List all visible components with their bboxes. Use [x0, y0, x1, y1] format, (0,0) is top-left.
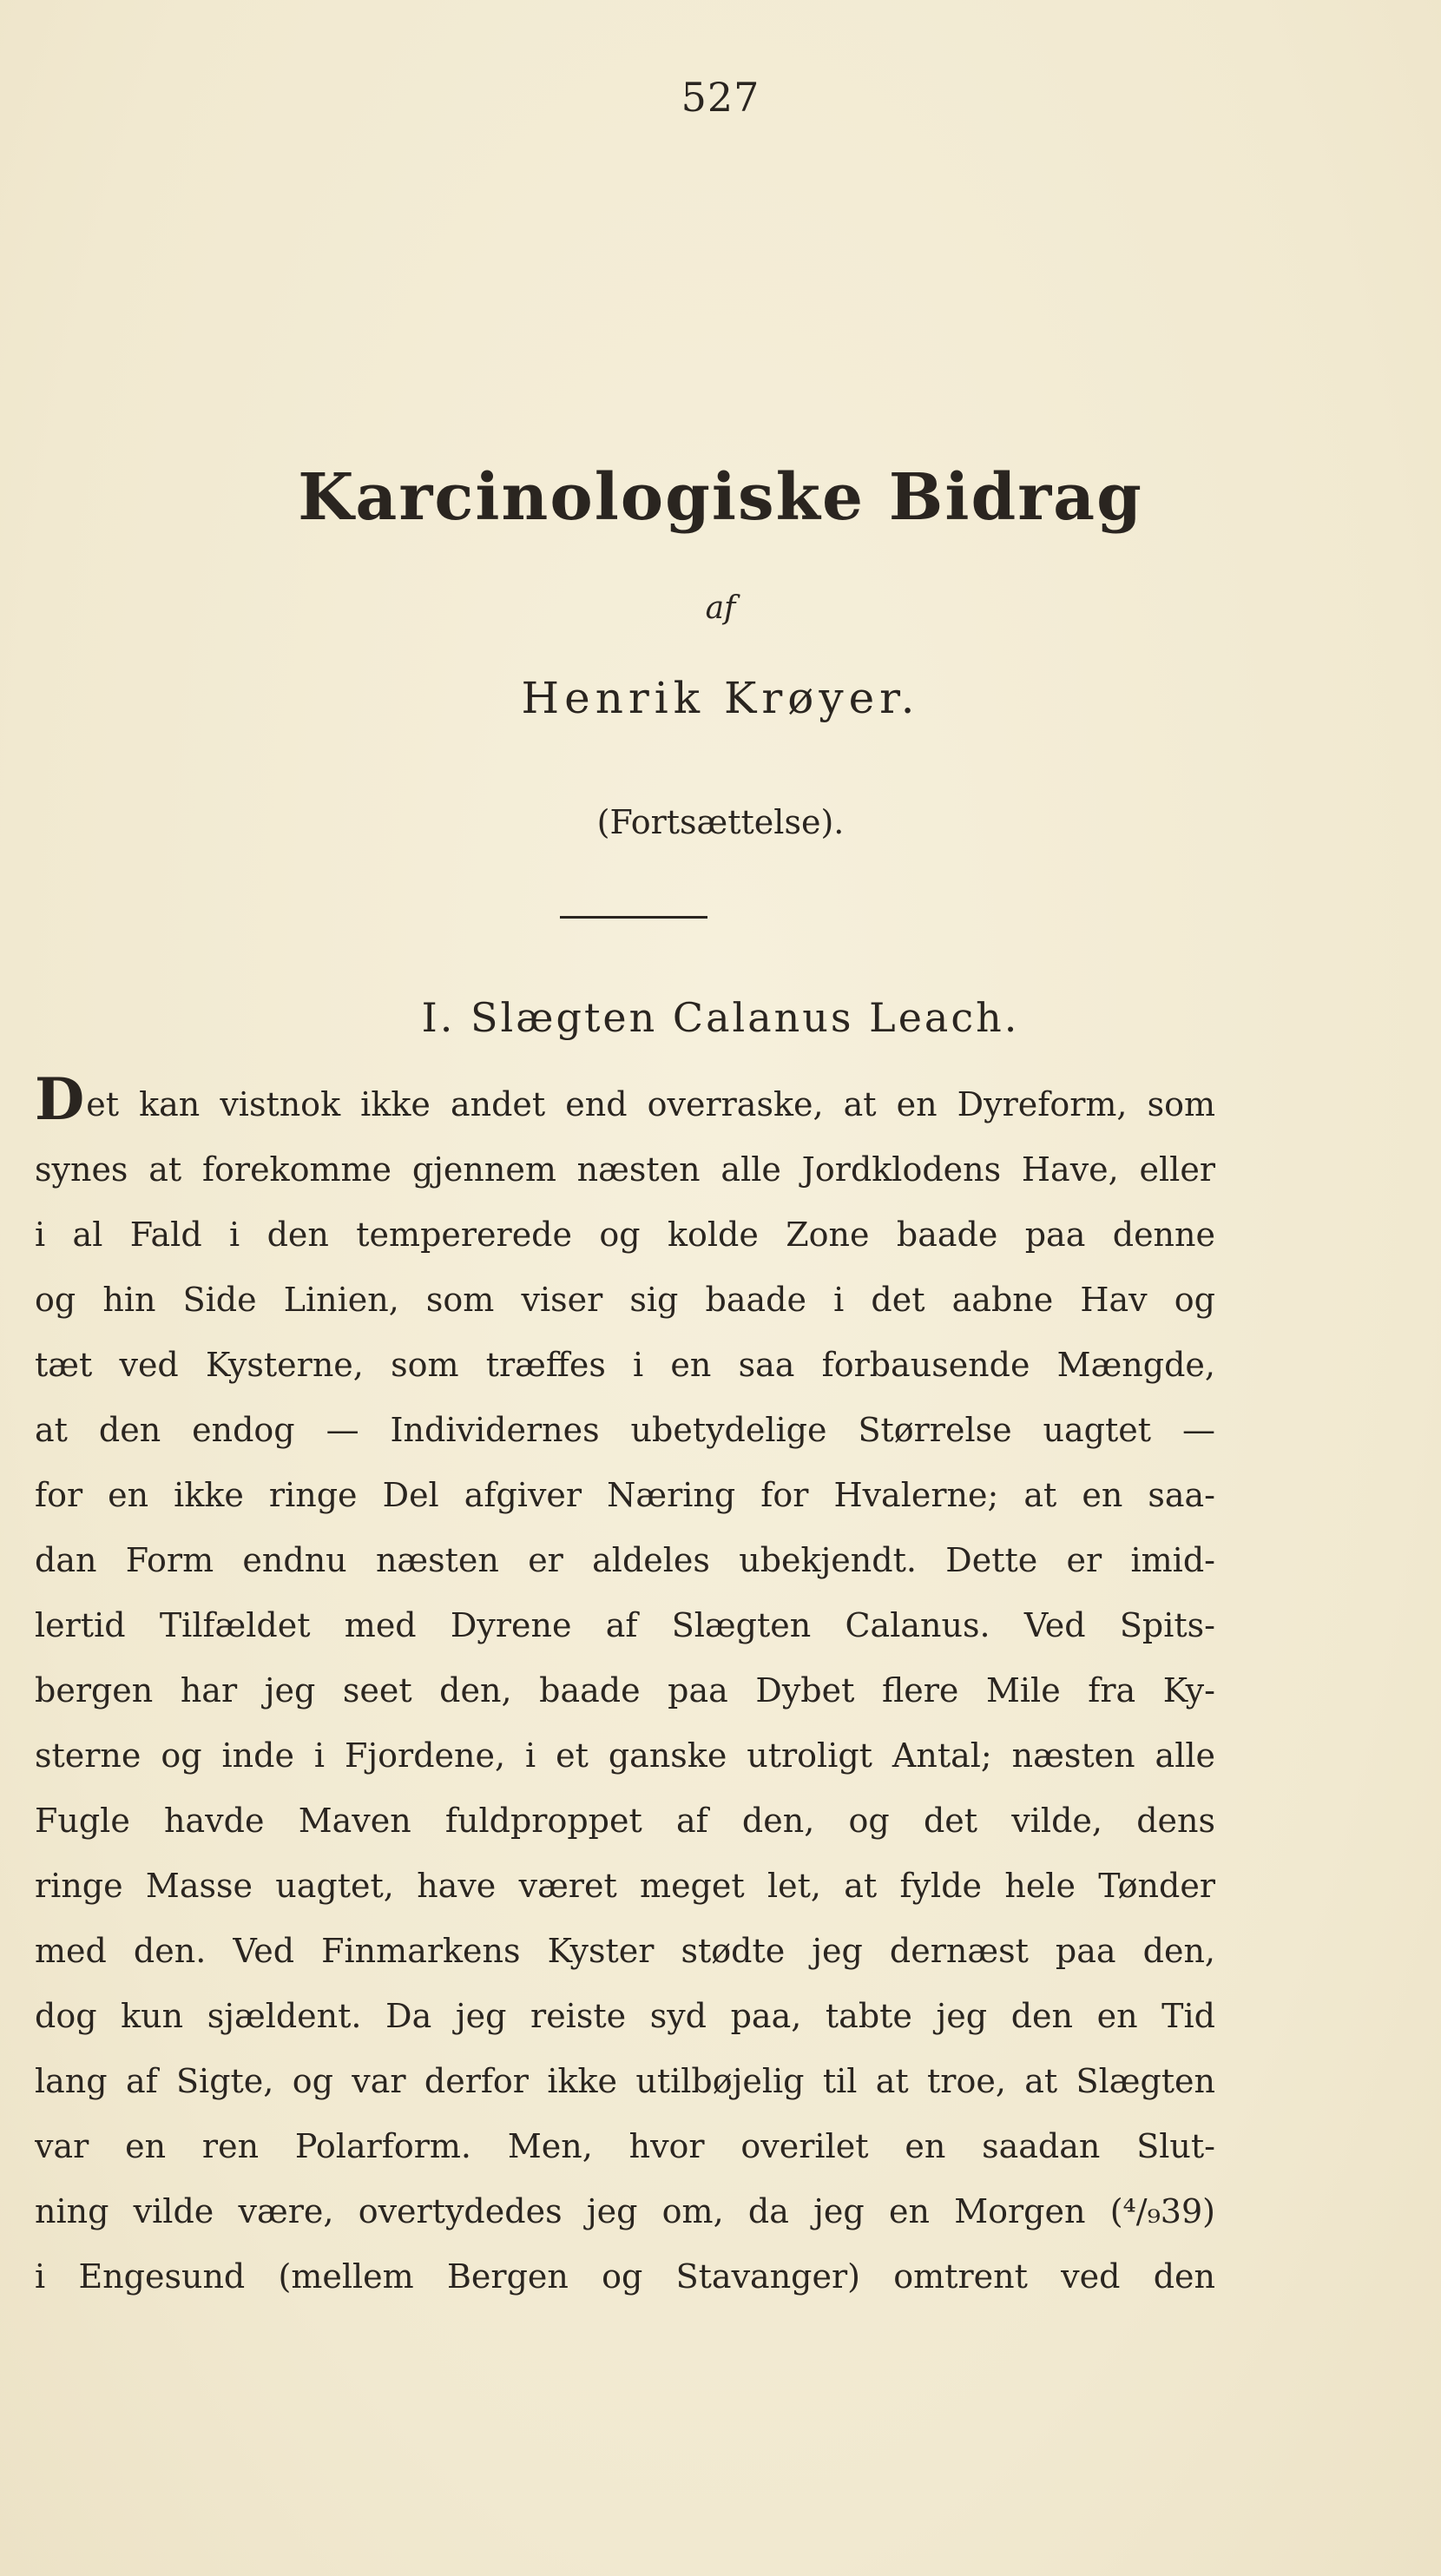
text-line: bergen har jeg seet den, baade paa Dybet flere Mile fra Ky-: [35, 1671, 1215, 1710]
text-line: tæt ved Kysterne, som træffes i en saa forbausende Mængde,: [35, 1346, 1215, 1384]
text-line: og hin Side Linien, som viser sig baade i det aabne Hav og: [35, 1281, 1215, 1319]
text-line: ning vilde være, overtydedes jeg om, da jeg en Morgen (⁴/₉39): [35, 2192, 1215, 2230]
text-line: lertid Tilfældet med Dyrene af Slægten Calanus. Ved Spits-: [35, 1606, 1215, 1644]
text-line-content: et kan vistnok ikke andet end overraske, at en Dyreform, som: [86, 1085, 1215, 1123]
text-line: for en ikke ringe Del afgiver Næring for Hvalerne; at en saa-: [35, 1476, 1215, 1514]
text-line: at den endog — Individernes ubetydelige Størrelse uagtet —: [35, 1411, 1215, 1449]
text-line: Fugle havde Maven fuldproppet af den, og det vilde, dens: [35, 1802, 1215, 1840]
drop-cap: D: [35, 1072, 85, 1133]
text-line: med den. Ved Finmarkens Kyster stødte jeg dernæst paa den,: [35, 1932, 1215, 1970]
text-line: dan Form endnu næsten er aldeles ubekjendt. Dette er imid-: [35, 1541, 1215, 1579]
text-line: dog kun sjældent. Da jeg reiste syd paa, tabte jeg den en Tid: [35, 1997, 1215, 2035]
page-number: 527: [681, 74, 760, 121]
text-line: ringe Masse uagtet, have været meget let, at fylde hele Tønder: [35, 1867, 1215, 1905]
text-line: sterne og inde i Fjordene, i et ganske utroligt Antal; næsten alle: [35, 1736, 1215, 1775]
continuation-note: (Fortsættelse).: [596, 803, 845, 841]
text-line: synes at forekomme gjennem næsten alle Jordklodens Have, eller: [35, 1150, 1215, 1189]
section-heading: I. Slægten Calanus Leach.: [421, 994, 1020, 1041]
text-line: var en ren Polarform. Men, hvor overilet en saadan Slut-: [35, 2127, 1215, 2165]
body-text: [35, 1072, 1215, 2309]
text-line: lang af Sigte, og var derfor ikke utilbøjelig til at troe, at Slægten: [35, 2062, 1215, 2100]
text-line: i Engesund (mellem Bergen og Stavanger) omtrent ved den: [35, 2257, 1215, 2296]
article-title: Karcinologiske Bidrag: [298, 460, 1143, 535]
text-line: i al Fald i den tempererede og kolde Zone baade paa denne: [35, 1216, 1215, 1254]
byline-of: af: [705, 590, 736, 626]
section-divider: [560, 916, 707, 919]
author-name: Henrik Krøyer.: [521, 673, 920, 723]
text-line: [35, 1072, 1215, 1137]
